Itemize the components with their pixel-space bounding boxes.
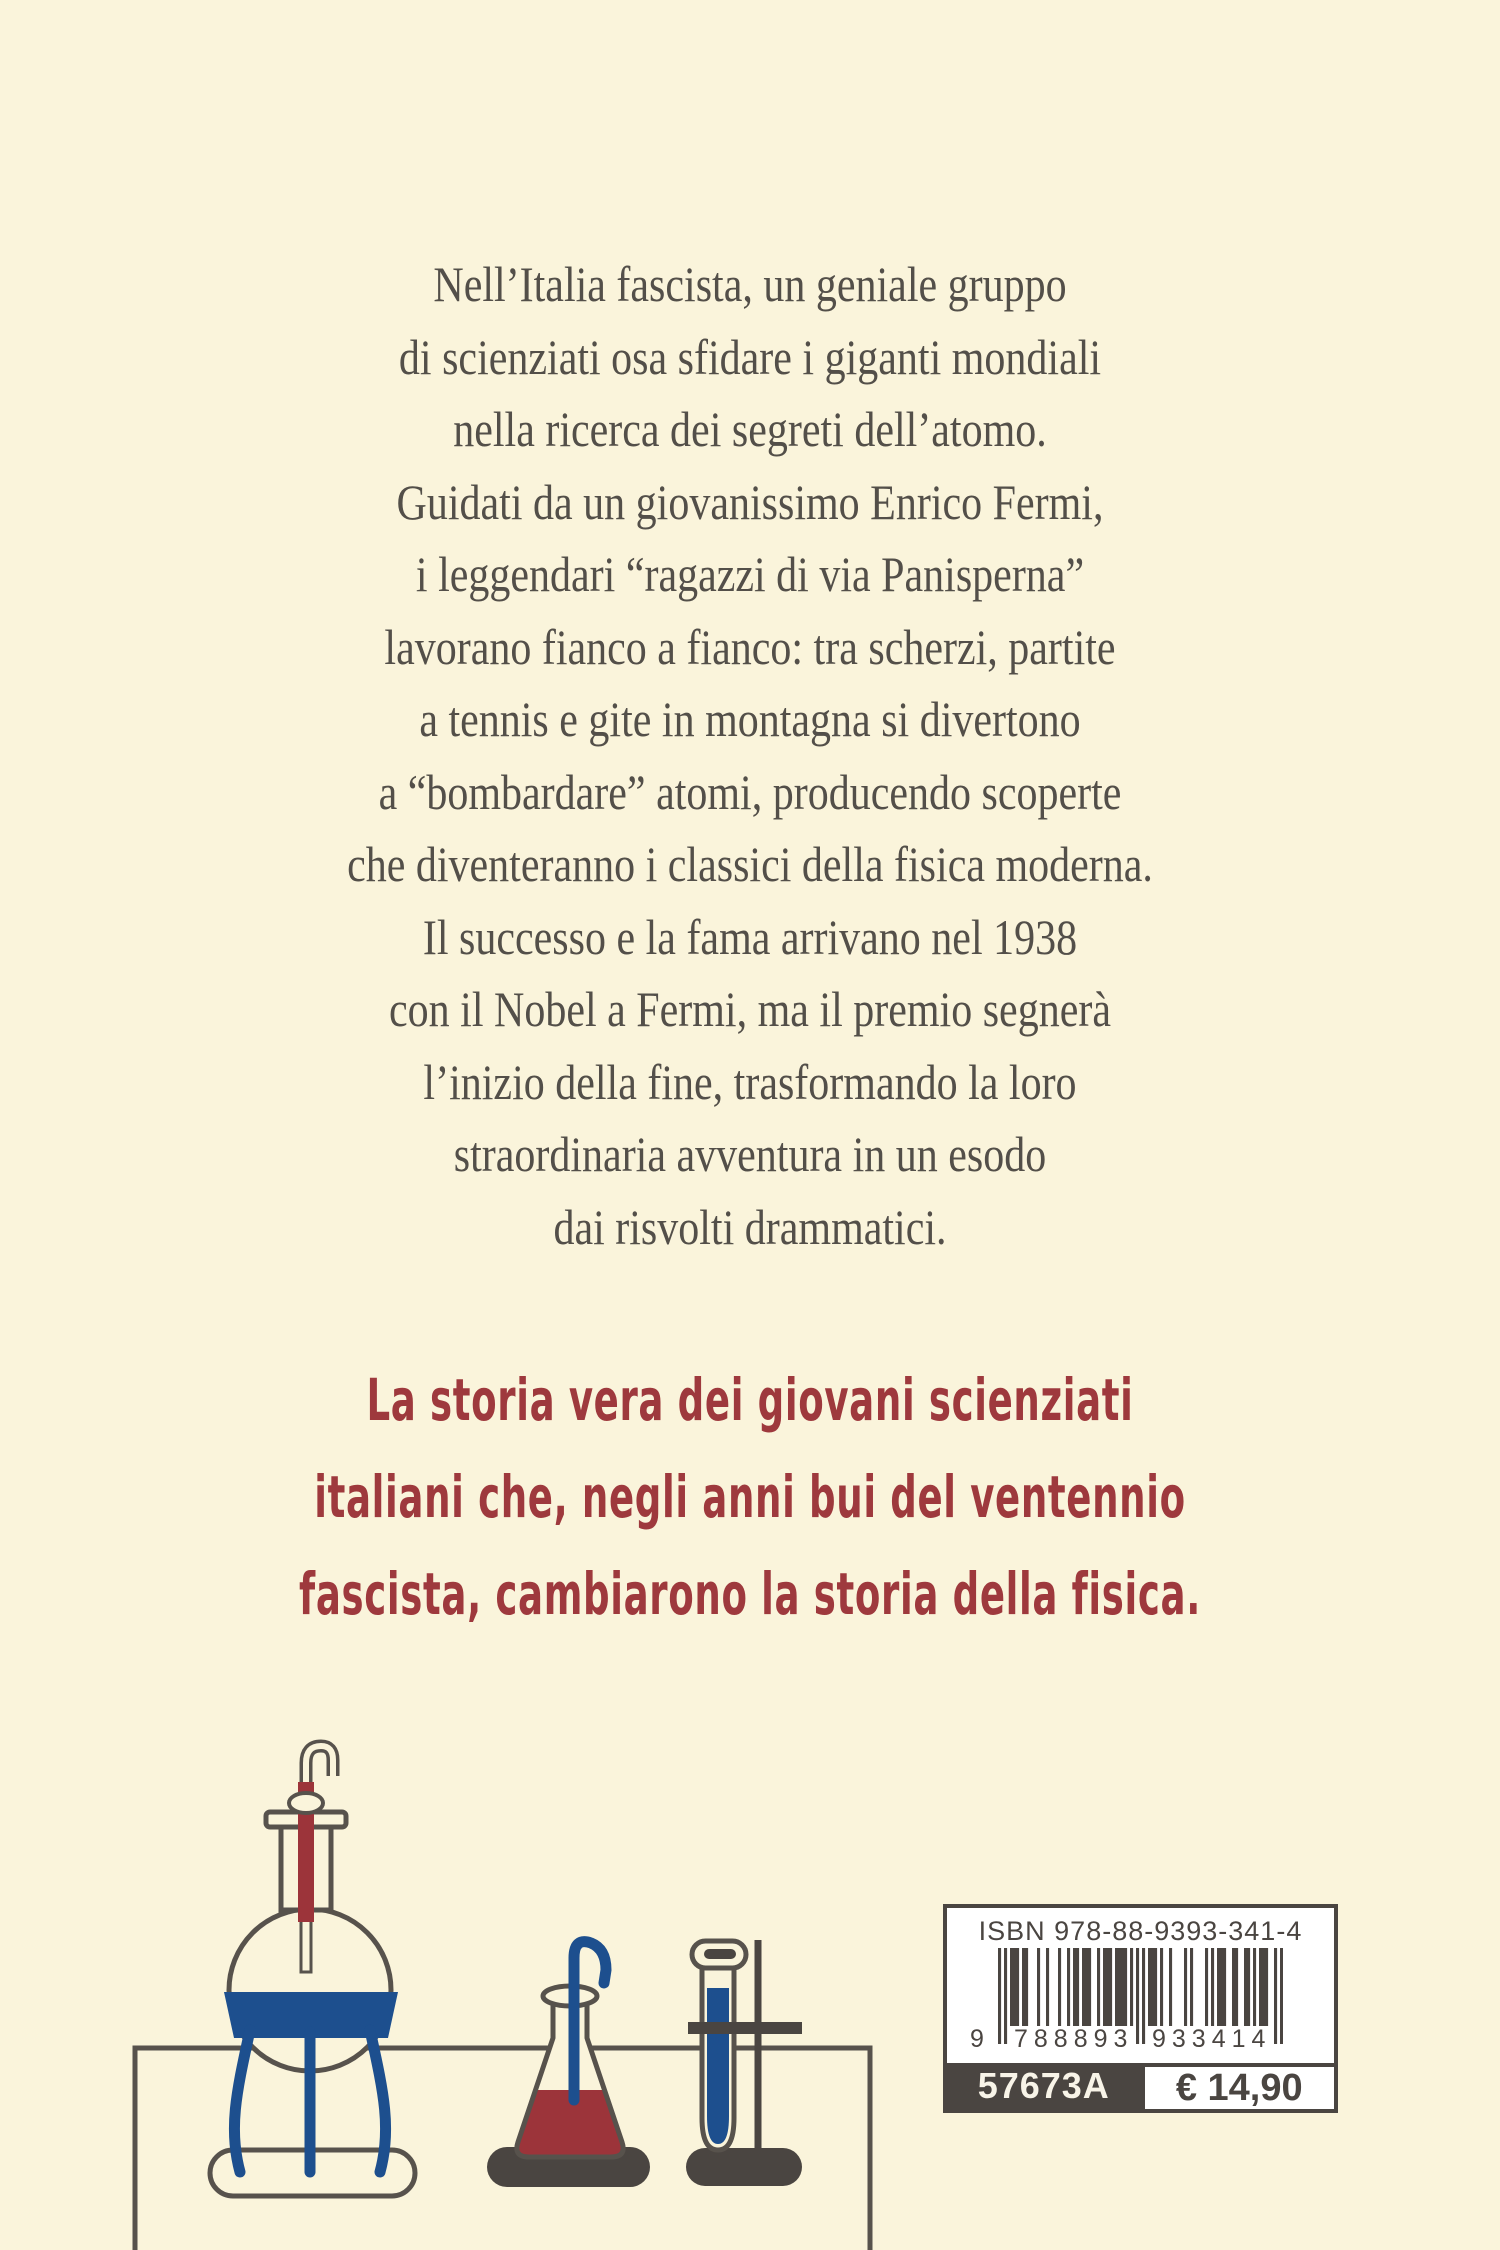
barcode-digit-group1: 788893 <box>1014 2025 1134 2053</box>
round-flask-illustration <box>210 1746 415 2196</box>
book-blurb <box>120 248 1380 1263</box>
blurb-line: i leggendari “ragazzi di via Panisperna” <box>415 546 1085 602</box>
barcode-digits <box>970 2025 1283 2055</box>
test-tube-cap-slot <box>704 1949 736 1959</box>
isbn-text: ISBN 978-88-9393-341-4 <box>978 1916 1303 1946</box>
barcode-top-area <box>947 1908 1334 2063</box>
test-tube-liquid <box>707 1988 729 2144</box>
barcode-label <box>943 1904 1338 2113</box>
blurb-line: dai risvolti drammatici. <box>553 1198 947 1255</box>
barcode-digit-group2: 933414 <box>1152 2025 1272 2053</box>
barcode-strip <box>947 2063 1334 2109</box>
test-tube-illustration <box>686 1940 802 2186</box>
edition-code: 57673A <box>947 2063 1141 2109</box>
blurb-line: l’inizio della fine, trasformando la loro <box>423 1053 1077 1110</box>
tagline-line: fascista, cambiarono la storia della fisica. <box>299 1560 1201 1628</box>
blurb-line: Il successo e la fama arrivano nel 1938 <box>422 908 1078 965</box>
stand-base <box>686 2148 802 2186</box>
blurb-line: a tennis e gite in montagna si divertono <box>419 691 1081 747</box>
price: € 14,90 <box>1141 2063 1335 2109</box>
blurb-line: lavorano fianco a fianco: tra scherzi, partite <box>384 618 1116 675</box>
blurb-line: Guidati da un giovanissimo Enrico Fermi, <box>396 473 1104 530</box>
stopper-bead <box>289 1793 323 1813</box>
stand-clamp <box>688 2022 802 2034</box>
barcode-digit-lead: 9 <box>970 2025 990 2053</box>
tagline <box>270 1352 1230 1643</box>
tagline-line: italiani che, negli anni bui del ventennio <box>314 1463 1186 1531</box>
inner-tube <box>301 1916 311 1972</box>
blurb-line: di scienziati osa sfidare i giganti mondiali <box>398 328 1102 385</box>
blurb-line: con il Nobel a Fermi, ma il premio segnerà <box>389 981 1111 1037</box>
blurb-line: straordinaria avventura in un esodo <box>453 1126 1047 1182</box>
blurb-line: a “bombardare” atomi, producendo scoperte <box>378 763 1122 820</box>
blurb-line: nella ricerca dei segreti dell’atomo. <box>453 401 1047 457</box>
blurb-line: che diventeranno i classici della fisica moderna. <box>347 836 1153 892</box>
erlenmeyer-illustration <box>487 1942 650 2187</box>
tagline-line: La storia vera dei giovani scienziati <box>366 1366 1134 1434</box>
blurb-line: Nell’Italia fascista, un geniale gruppo <box>433 256 1067 312</box>
